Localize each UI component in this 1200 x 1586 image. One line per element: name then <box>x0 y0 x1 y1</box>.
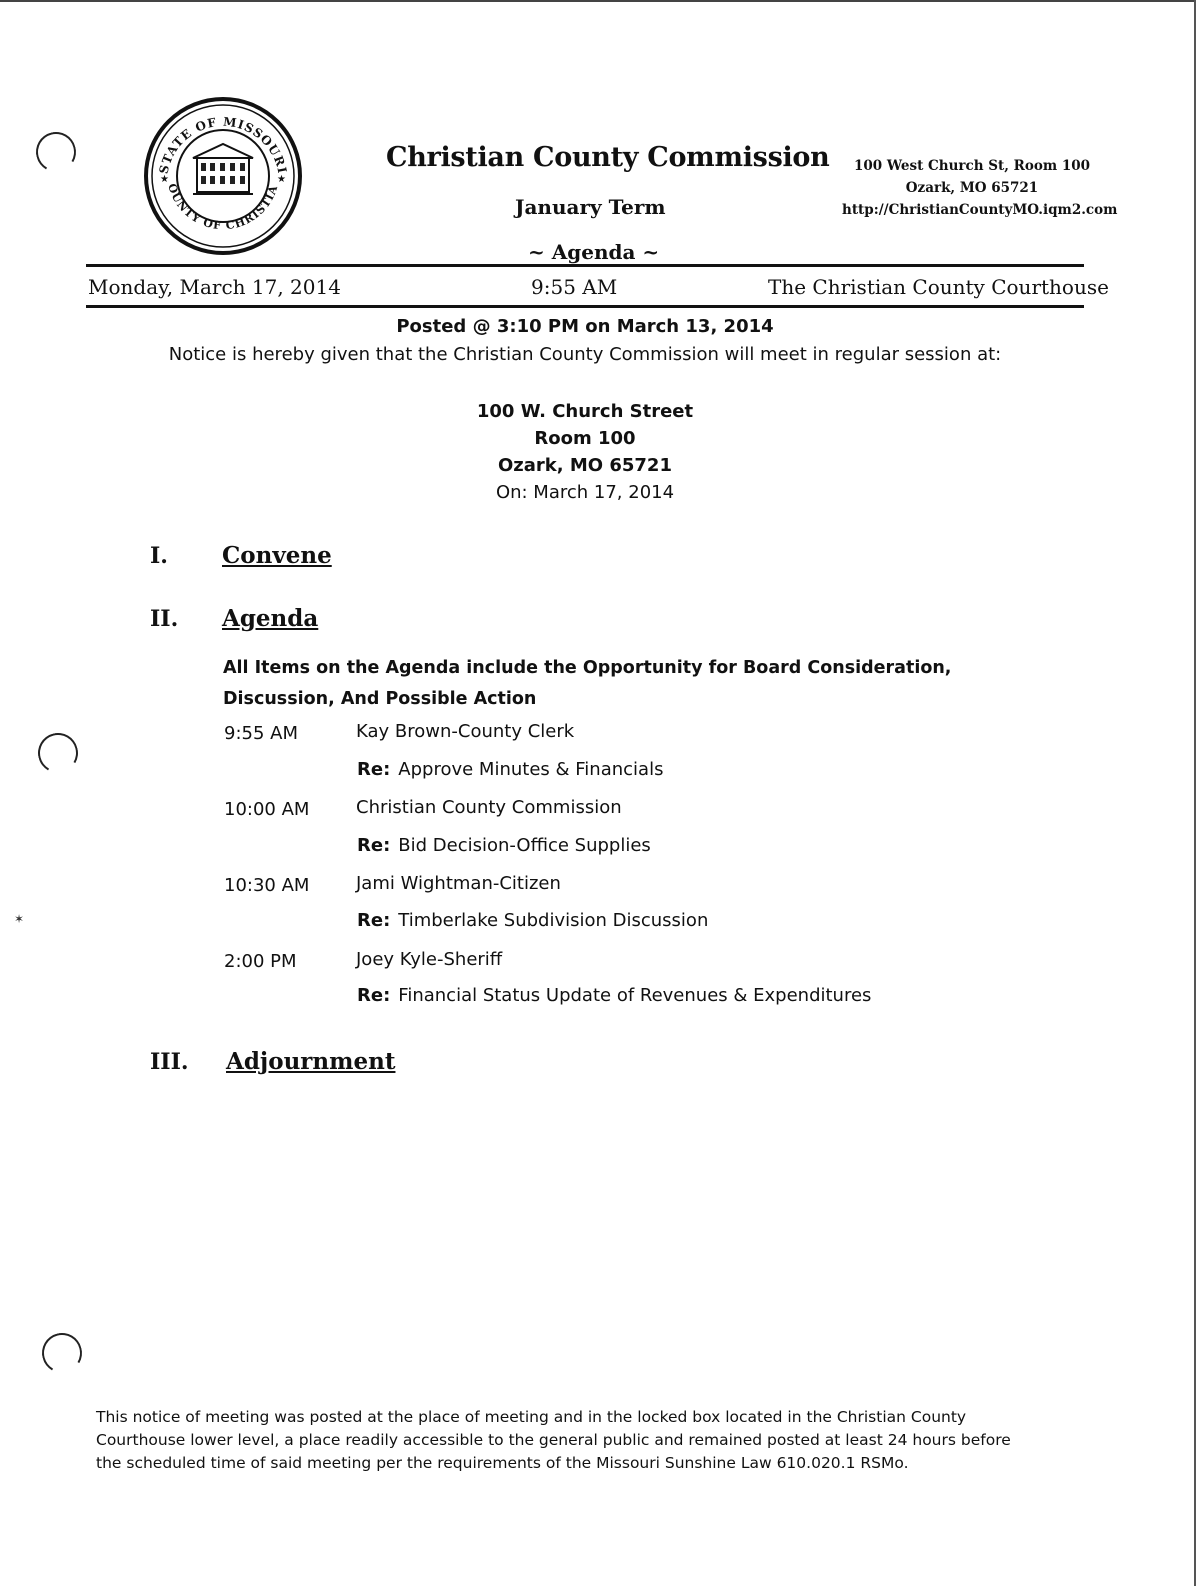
page-edge <box>1194 0 1196 1586</box>
section-heading-convene: Convene <box>222 542 332 569</box>
address-line: Ozark, MO 65721 <box>905 180 1039 196</box>
re-label: Re: <box>357 985 391 1006</box>
agenda-intro: All Items on the Agenda include the Opportunity for Board Consideration, Discussion, And Possible Action <box>223 658 952 709</box>
re-label: Re: <box>357 835 391 856</box>
posted-notice: Posted @ 3:10 PM on March 13, 2014 <box>396 316 774 337</box>
section-number: III. <box>150 1049 189 1075</box>
agenda-item-subject-text: Bid Decision-Office Supplies <box>398 835 651 856</box>
agenda-item-time: 2:00 PM <box>224 951 297 972</box>
agenda-item-presenter: Kay Brown-County Clerk <box>356 721 575 742</box>
seal-text-top: STATE OF MISSOURI <box>156 114 290 176</box>
re-label: Re: <box>357 759 391 780</box>
section-number: I. <box>150 543 168 569</box>
location-city: Ozark, MO 65721 <box>498 455 672 476</box>
page-edge <box>0 0 1196 2</box>
agenda-label: ~ Agenda ~ <box>528 240 660 264</box>
header-address <box>842 155 1118 221</box>
punch-hole-icon <box>34 729 83 778</box>
meeting-time: 9:55 AM <box>531 275 618 299</box>
agenda-item-subject <box>357 759 663 780</box>
section-heading-adjournment: Adjournment <box>226 1048 396 1075</box>
scan-speck-icon: ✶ <box>14 912 25 926</box>
re-label: Re: <box>357 910 391 931</box>
agenda-item-subject-text: Approve Minutes & Financials <box>398 759 664 780</box>
commission-title: Christian County Commission <box>386 142 830 173</box>
location-street: 100 W. Church Street <box>476 401 694 422</box>
agenda-item-time: 10:00 AM <box>224 799 310 820</box>
agenda-item-subject <box>357 910 708 931</box>
notice-text: Notice is hereby given that the Christian County Commission will meet in regular session at: <box>168 344 1002 365</box>
section-heading-agenda: Agenda <box>222 605 319 632</box>
county-seal-logo <box>143 96 303 256</box>
svg-text:★: ★ <box>160 174 169 185</box>
agenda-item-presenter: Joey Kyle-Sheriff <box>356 949 503 970</box>
agenda-item-subject <box>357 985 871 1006</box>
agenda-item-time: 10:30 AM <box>224 875 310 896</box>
meeting-rule <box>86 305 1084 308</box>
agenda-item-presenter: Christian County Commission <box>356 797 622 818</box>
posting-footer-note: This notice of meeting was posted at the place of meeting and in the locked box located in the Christian County Courthouse lower level, a place readily accessible to the general public and remained posted at least 24 hours before the scheduled time of said meeting per the requirements of the Missouri Sunshine Law 610.020.1 RSMo. <box>96 1408 1011 1472</box>
agenda-item-subject-text: Timberlake Subdivision Discussion <box>398 910 709 931</box>
meeting-location <box>0 398 1170 506</box>
svg-text:★: ★ <box>277 174 286 185</box>
agenda-item-subject <box>357 835 651 856</box>
location-room: Room 100 <box>534 428 636 449</box>
seal-text-bottom: OUNTY OF CHRISTIA <box>165 181 281 233</box>
meeting-date: Monday, March 17, 2014 <box>88 275 341 299</box>
punch-hole-icon <box>32 128 81 177</box>
meeting-place: The Christian County Courthouse <box>768 275 1109 299</box>
website-link[interactable]: http://ChristianCountyMO.iqm2.com <box>842 202 1118 218</box>
term-label: January Term <box>515 195 666 219</box>
agenda-item-presenter: Jami Wightman-Citizen <box>356 873 561 894</box>
punch-hole-icon <box>38 1329 87 1378</box>
location-date: On: March 17, 2014 <box>495 482 675 503</box>
address-line: 100 West Church St, Room 100 <box>853 158 1091 174</box>
header-rule <box>86 264 1084 267</box>
agenda-item-time: 9:55 AM <box>224 723 298 744</box>
agenda-item-subject-text: Financial Status Update of Revenues & Expenditures <box>398 985 872 1006</box>
section-number: II. <box>150 606 179 632</box>
